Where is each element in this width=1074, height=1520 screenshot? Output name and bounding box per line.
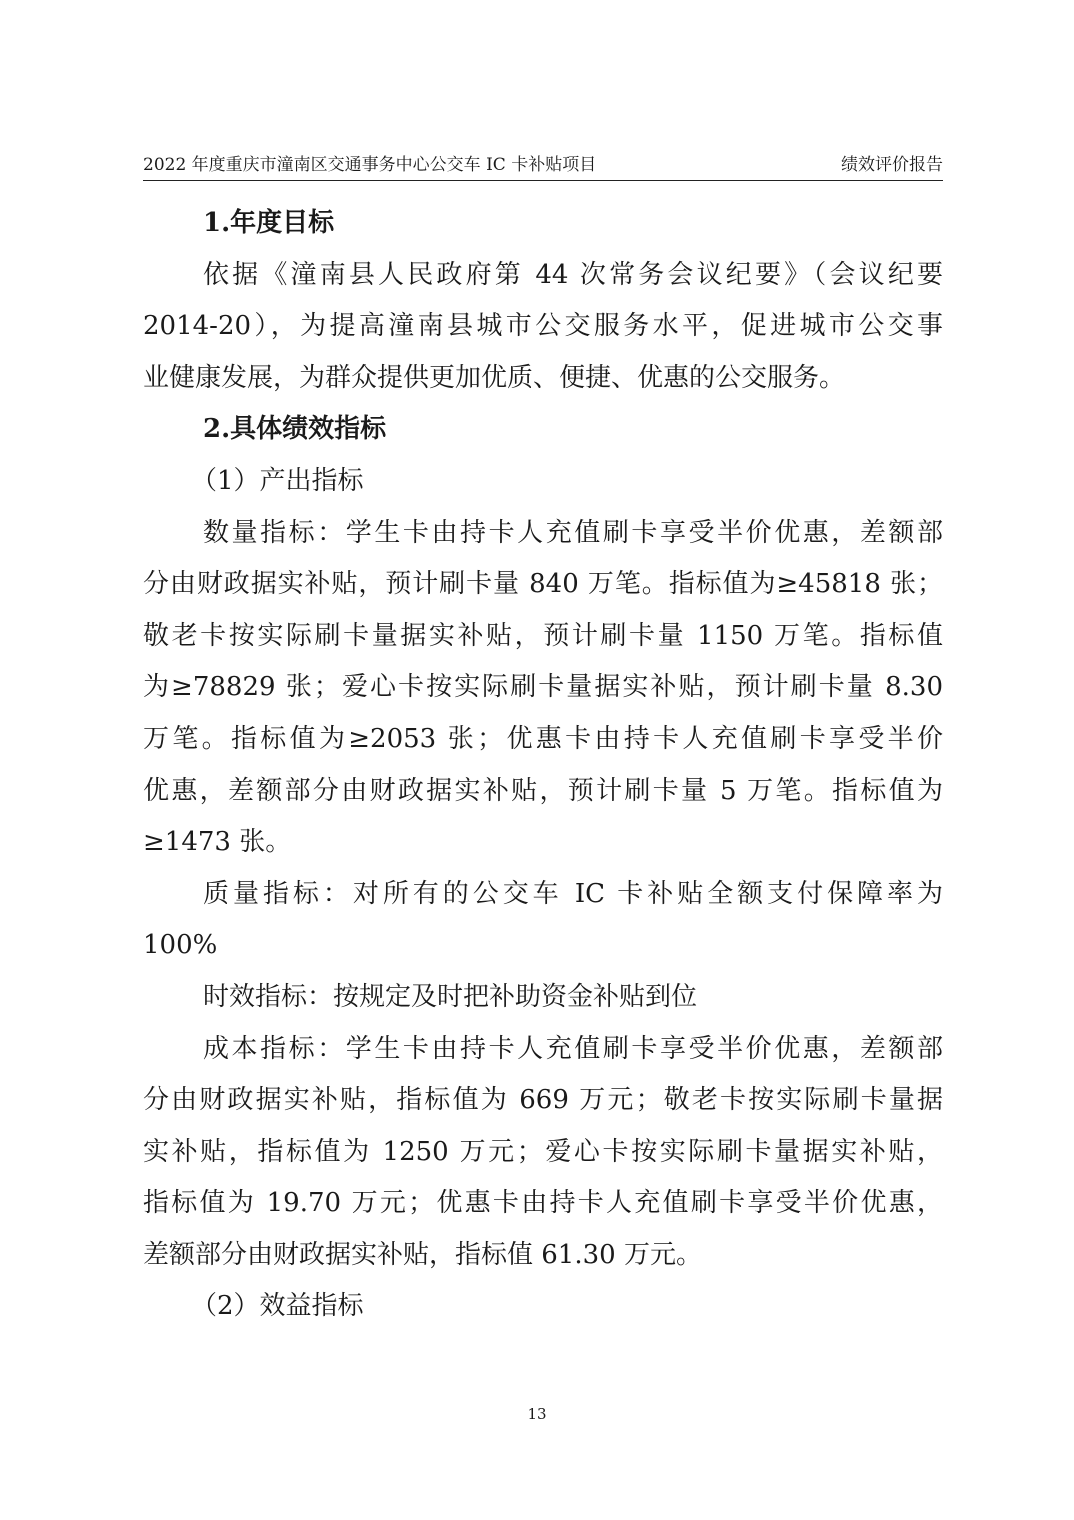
- paragraph-line: 数量指标：学生卡由持卡人充值刷卡享受半价优惠，差额部: [203, 517, 943, 548]
- paragraph-line: 万笔。指标值为≥2053 张；优惠卡由持卡人充值刷卡享受半价: [143, 723, 943, 754]
- body-text: [143, 198, 943, 1333]
- header-project-title: 2022 年度重庆市潼南区交通事务中心公交车 IC 卡补贴项目: [143, 155, 597, 175]
- subsection-heading-benefit: （2）效益指标: [191, 1291, 364, 1322]
- page-header: [143, 152, 943, 181]
- paragraph-line: 时效指标：按规定及时把补助资金补贴到位: [203, 981, 698, 1012]
- paragraph-line: 指标值为 19.70 万元；优惠卡由持卡人充值刷卡享受半价优惠，: [143, 1188, 943, 1219]
- section-heading-annual-goal: 1.年度目标: [203, 208, 335, 238]
- paragraph-line: 实补贴，指标值为 1250 万元；爱心卡按实际刷卡量据实补贴，: [143, 1136, 943, 1167]
- paragraph-line: 成本指标：学生卡由持卡人充值刷卡享受半价优惠，差额部: [203, 1033, 943, 1064]
- paragraph-line: 依据《潼南县人民政府第 44 次常务会议纪要》（会议纪要: [203, 259, 943, 290]
- paragraph-line: 分由财政据实补贴，指标值为 669 万元；敬老卡按实际刷卡量据: [143, 1085, 943, 1116]
- paragraph-line: 2014-20），为提高潼南县城市公交服务水平，促进城市公交事: [143, 311, 943, 342]
- paragraph-line: 质量指标：对所有的公交车 IC 卡补贴全额支付保障率为: [203, 878, 943, 909]
- paragraph-line: ≥1473 张。: [143, 827, 292, 858]
- subsection-heading-output: （1）产出指标: [191, 465, 364, 496]
- paragraph-line: 100%: [143, 930, 218, 961]
- header-report-title: 绩效评价报告: [841, 155, 943, 175]
- paragraph-line: 为≥78829 张；爱心卡按实际刷卡量据实补贴，预计刷卡量 8.30: [143, 672, 943, 703]
- paragraph-line: 敬老卡按实际刷卡量据实补贴，预计刷卡量 1150 万笔。指标值: [143, 620, 943, 651]
- paragraph-line: 分由财政据实补贴，预计刷卡量 840 万笔。指标值为≥45818 张；: [143, 569, 943, 600]
- paragraph-line: 差额部分由财政据实补贴，指标值 61.30 万元。: [143, 1239, 702, 1270]
- paragraph-line: 优惠，差额部分由财政据实补贴，预计刷卡量 5 万笔。指标值为: [143, 775, 943, 806]
- section-heading-performance-indicators: 2.具体绩效指标: [203, 414, 387, 445]
- page-number: 13: [527, 1405, 547, 1423]
- paragraph-line: 业健康发展，为群众提供更加优质、便捷、优惠的公交服务。: [143, 362, 846, 393]
